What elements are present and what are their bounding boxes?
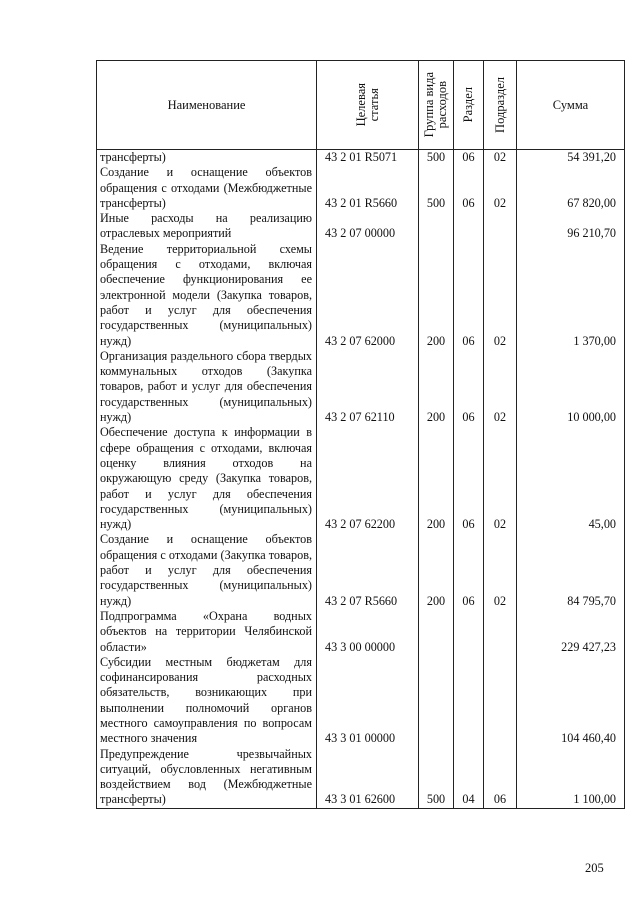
row-sum: 54 391,20 bbox=[517, 150, 625, 166]
header-target-article: Целевая статья bbox=[317, 61, 419, 150]
table-row bbox=[97, 609, 625, 655]
row-code: 43 2 07 R5660 bbox=[317, 532, 419, 608]
table-row bbox=[97, 655, 625, 747]
row-section bbox=[454, 655, 484, 747]
row-subsection: 02 bbox=[484, 532, 517, 608]
row-sum: 45,00 bbox=[517, 425, 625, 532]
table-row bbox=[97, 349, 625, 425]
header-section: Раздел bbox=[454, 61, 484, 150]
row-sum: 84 795,70 bbox=[517, 532, 625, 608]
header-subsection: Подраздел bbox=[484, 61, 517, 150]
row-sum: 1 100,00 bbox=[517, 747, 625, 809]
row-section bbox=[454, 609, 484, 655]
row-code: 43 2 07 00000 bbox=[317, 211, 419, 242]
row-name: Иные расходы на реализацию отраслевых мероприятий bbox=[97, 211, 317, 242]
row-sum: 10 000,00 bbox=[517, 349, 625, 425]
row-sum: 229 427,23 bbox=[517, 609, 625, 655]
row-section: 06 bbox=[454, 349, 484, 425]
table-row bbox=[97, 532, 625, 608]
row-name: Создание и оснащение объектов обращения с отходами (Закупка товаров, работ и услуг для обеспечения государственных (муниципальных) нужд) bbox=[97, 532, 317, 608]
row-name: Создание и оснащение объектов обращения с отходами (Межбюджетные трансферты) bbox=[97, 165, 317, 211]
row-code: 43 2 07 62200 bbox=[317, 425, 419, 532]
row-code: 43 2 01 R5071 bbox=[317, 150, 419, 166]
row-group bbox=[419, 655, 454, 747]
row-section bbox=[454, 211, 484, 242]
row-name: Подпрограмма «Охрана водных объектов на территории Челябинской области» bbox=[97, 609, 317, 655]
row-group: 500 bbox=[419, 150, 454, 166]
row-group: 200 bbox=[419, 242, 454, 349]
row-group: 500 bbox=[419, 747, 454, 809]
row-code: 43 2 01 R5660 bbox=[317, 165, 419, 211]
row-section: 06 bbox=[454, 165, 484, 211]
table-header-row bbox=[97, 61, 625, 150]
row-subsection bbox=[484, 655, 517, 747]
row-subsection bbox=[484, 609, 517, 655]
row-name: Субсидии местным бюджетам для софинансирования расходных обязательств, возникающих при выполнении полномочий органов местного самоуправления по вопросам местного значения bbox=[97, 655, 317, 747]
row-name: трансферты) bbox=[97, 150, 317, 166]
header-sum: Сумма bbox=[517, 61, 625, 150]
row-sum: 104 460,40 bbox=[517, 655, 625, 747]
row-section: 06 bbox=[454, 532, 484, 608]
header-expense-group: Группа вида расходов bbox=[419, 61, 454, 150]
row-code: 43 3 01 62600 bbox=[317, 747, 419, 809]
row-subsection bbox=[484, 211, 517, 242]
row-name: Обеспечение доступа к информации в сфере обращения с отходами, включая оценку влияния отходов на окружающую среду (Закупка товаров, работ и услуг для обеспечения государственных (муниципальных) нужд) bbox=[97, 425, 317, 532]
row-section: 04 bbox=[454, 747, 484, 809]
table-row bbox=[97, 242, 625, 349]
table-row bbox=[97, 150, 625, 166]
row-sum: 1 370,00 bbox=[517, 242, 625, 349]
row-sum: 96 210,70 bbox=[517, 211, 625, 242]
row-group: 200 bbox=[419, 425, 454, 532]
row-group bbox=[419, 609, 454, 655]
row-group: 500 bbox=[419, 165, 454, 211]
row-section: 06 bbox=[454, 150, 484, 166]
page-number: 205 bbox=[585, 861, 604, 875]
row-code: 43 3 00 00000 bbox=[317, 609, 419, 655]
budget-table bbox=[96, 60, 624, 809]
row-code: 43 2 07 62000 bbox=[317, 242, 419, 349]
row-subsection: 02 bbox=[484, 150, 517, 166]
row-section: 06 bbox=[454, 242, 484, 349]
row-subsection: 06 bbox=[484, 747, 517, 809]
table-row bbox=[97, 747, 625, 809]
row-name: Предупреждение чрезвычайных ситуаций, обусловленных негативным воздействием вод (Межбюджетные трансферты) bbox=[97, 747, 317, 809]
row-subsection: 02 bbox=[484, 165, 517, 211]
row-subsection: 02 bbox=[484, 242, 517, 349]
row-code: 43 3 01 00000 bbox=[317, 655, 419, 747]
row-subsection: 02 bbox=[484, 425, 517, 532]
row-section: 06 bbox=[454, 425, 484, 532]
row-name: Организация раздельного сбора твердых коммунальных отходов (Закупка товаров, работ и услуг для обеспечения государственных (муниципальных) нужд) bbox=[97, 349, 317, 425]
row-code: 43 2 07 62110 bbox=[317, 349, 419, 425]
row-group bbox=[419, 211, 454, 242]
row-group: 200 bbox=[419, 532, 454, 608]
row-group: 200 bbox=[419, 349, 454, 425]
table-row bbox=[97, 425, 625, 532]
header-name: Наименование bbox=[97, 61, 317, 150]
table-row bbox=[97, 165, 625, 211]
row-subsection: 02 bbox=[484, 349, 517, 425]
row-sum: 67 820,00 bbox=[517, 165, 625, 211]
row-name: Ведение территориальной схемы обращения с отходами, включая обеспечение функционирования ее электронной модели (Закупка товаров, работ и услуг для обеспечения государственных (муниципальных) нужд) bbox=[97, 242, 317, 349]
table-row bbox=[97, 211, 625, 242]
